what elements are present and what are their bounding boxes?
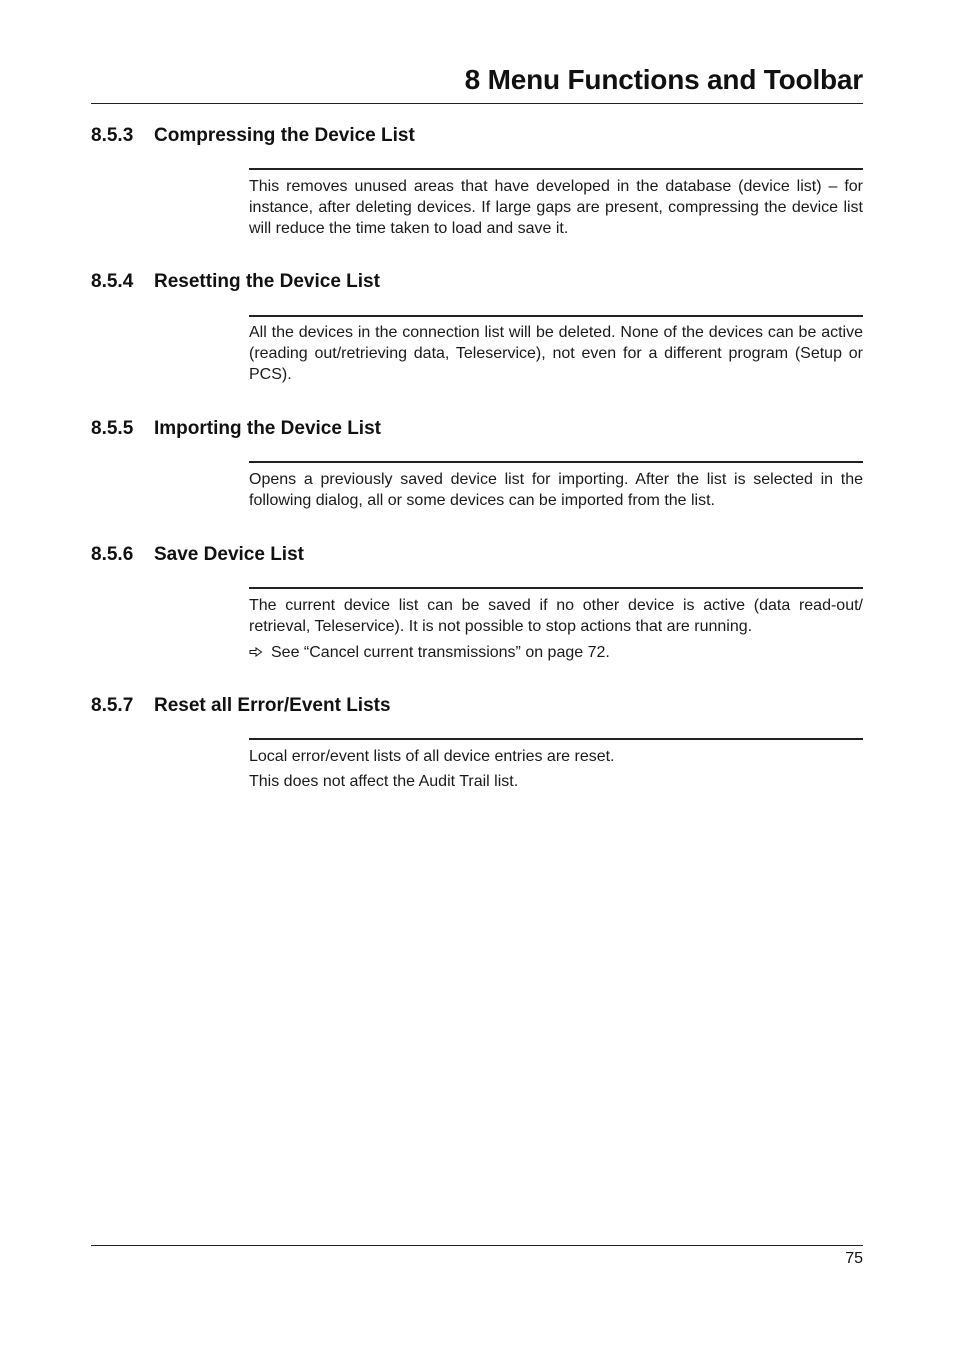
section-number: 8.5.7 xyxy=(91,695,134,716)
section-number: 8.5.4 xyxy=(91,271,134,292)
section-number: 8.5.3 xyxy=(91,125,134,146)
section-reset-error-lists xyxy=(91,693,863,790)
section-body xyxy=(249,322,863,385)
section-title: Importing the Device List xyxy=(154,418,381,439)
section-number: 8.5.6 xyxy=(91,544,134,565)
paragraph: This does not affect the Audit Trail list. xyxy=(249,773,519,790)
section-save xyxy=(91,542,863,661)
section-rule xyxy=(249,168,863,170)
paragraph: Local error/event lists of all device entries are reset. xyxy=(249,748,615,765)
section-body xyxy=(249,176,863,239)
section-rule xyxy=(249,315,863,317)
arrow-right-icon xyxy=(249,647,263,657)
section-number: 8.5.5 xyxy=(91,418,134,439)
section-body xyxy=(249,595,863,663)
section-heading xyxy=(91,269,863,295)
section-rule xyxy=(249,587,863,589)
paragraph: The current device list can be saved if no other device is active (data read-out/ retrieval, Teleservice). It is not possible to stop actions that are running. xyxy=(249,597,863,635)
section-heading xyxy=(91,693,863,719)
section-body xyxy=(249,469,863,511)
page-number: 75 xyxy=(845,1250,863,1267)
section-heading xyxy=(91,416,863,442)
paragraph: This removes unused areas that have developed in the database (device list) – for instance, after deleting devices. If large gaps are present, compressing the device list will reduce the time taken to load and save it. xyxy=(249,178,863,237)
section-resetting xyxy=(91,269,863,383)
chapter-title: 8 Menu Functions and Toolbar xyxy=(464,64,863,95)
section-title: Resetting the Device List xyxy=(154,271,380,292)
section-title: Reset all Error/Event Lists xyxy=(154,695,391,716)
paragraph: All the devices in the connection list will be deleted. None of the devices can be active (reading out/retrieving data, Teleservice), not even for a different program (Setup or PCS). xyxy=(249,324,863,383)
footer-rule xyxy=(91,1245,863,1246)
cross-reference-text[interactable]: See “Cancel current transmissions” on page 72. xyxy=(271,644,610,661)
section-rule xyxy=(249,738,863,740)
cross-reference[interactable] xyxy=(249,642,863,663)
paragraph: Opens a previously saved device list for importing. After the list is selected in the following dialog, all or some devices can be imported from the list. xyxy=(249,471,863,509)
section-rule xyxy=(249,461,863,463)
section-title: Save Device List xyxy=(154,544,304,565)
section-importing xyxy=(91,416,863,509)
section-heading xyxy=(91,542,863,568)
section-heading xyxy=(91,123,863,149)
header-rule xyxy=(91,103,863,104)
section-title: Compressing the Device List xyxy=(154,125,415,146)
section-body xyxy=(249,746,863,792)
section-compressing xyxy=(91,123,863,237)
